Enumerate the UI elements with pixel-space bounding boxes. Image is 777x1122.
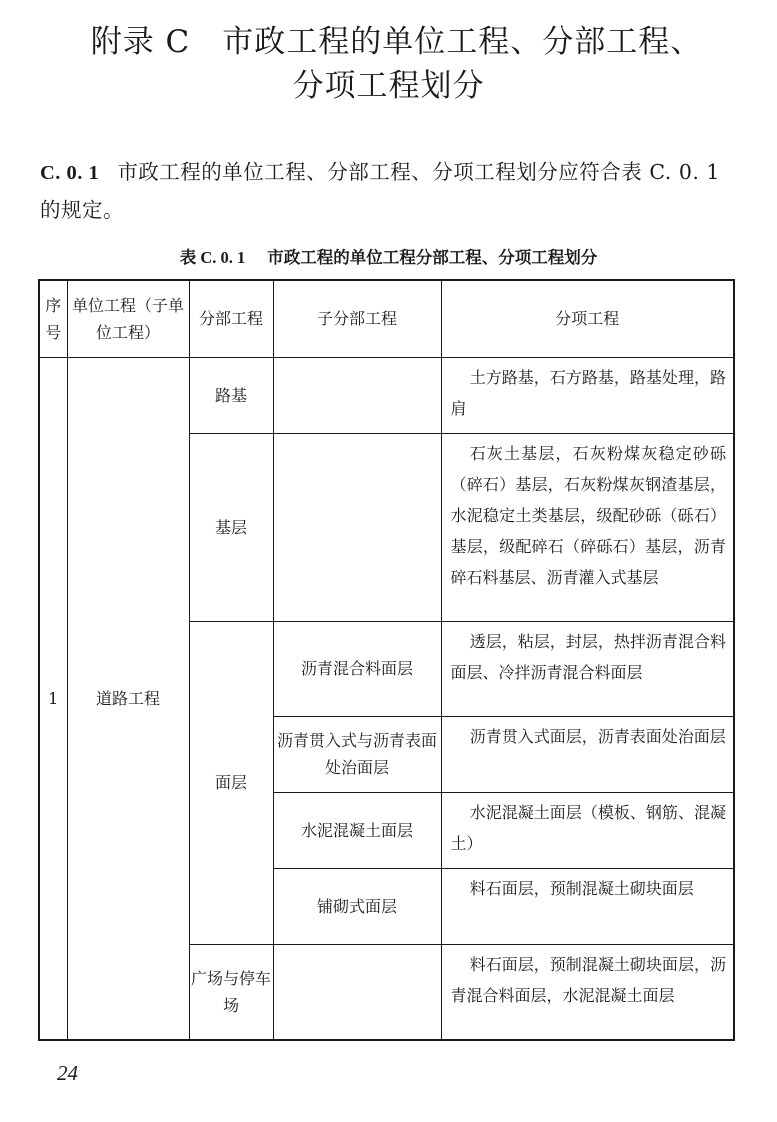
clause-paragraph [40,154,740,229]
table-caption [0,244,777,268]
header-seq: 序号 [39,280,67,357]
division-cell: 面层 [189,621,273,944]
items-cell: 料石面层，预制混凝土砌块面层，沥青混合料面层，水泥混凝土面层 [441,944,734,1040]
division-cell: 广场与停车场 [189,944,273,1040]
header-unit-project: 单位工程（子单位工程） [67,280,189,357]
subdivision-cell [273,944,441,1040]
division-table [38,279,735,1041]
items-cell: 水泥混凝土面层（模板、钢筋、混凝土） [441,792,734,868]
items-cell: 石灰土基层，石灰粉煤灰稳定砂砾（碎石）基层，石灰粉煤灰钢渣基层，水泥稳定土类基层，级配砂砾（砾石）基层，级配碎石（碎砾石）基层，沥青碎石料基层、沥青灌入式基层 [441,433,734,621]
table-caption-title: 市政工程的单位工程分部工程、分项工程划分 [267,248,598,267]
header-items: 分项工程 [441,280,734,357]
unit-project-cell: 道路工程 [67,357,189,1040]
table-row [39,357,734,433]
seq-cell: 1 [39,357,67,1040]
subdivision-cell: 铺砌式面层 [273,868,441,944]
clause-number: C. 0. 1 [40,162,100,184]
division-cell: 路基 [189,357,273,433]
subdivision-cell [273,433,441,621]
items-cell: 透层，粘层，封层，热拌沥青混合料面层、冷拌沥青混合料面层 [441,621,734,716]
subdivision-cell: 沥青混合料面层 [273,621,441,716]
clause-text: 市政工程的单位工程、分部工程、分项工程划分应符合表 C. 0. 1 的规定。 [40,160,720,222]
table-caption-number: 表 C. 0. 1 [179,248,246,267]
appendix-title-line2: 分项工程划分 [292,68,485,104]
subdivision-cell: 水泥混凝土面层 [273,792,441,868]
items-cell: 料石面层，预制混凝土砌块面层 [441,868,734,944]
items-cell: 沥青贯入式面层，沥青表面处治面层 [441,716,734,792]
header-division: 分部工程 [189,280,273,357]
header-subdivision: 子分部工程 [273,280,441,357]
subdivision-cell: 沥青贯入式与沥青表面处治面层 [273,716,441,792]
page-number: 24 [57,1061,78,1085]
table-header-row [39,280,734,357]
appendix-title-line1: 附录 C 市政工程的单位工程、分部工程、 [90,24,703,60]
subdivision-cell [273,357,441,433]
items-cell: 土方路基，石方路基，路基处理，路肩 [441,357,734,433]
division-cell: 基层 [189,433,273,621]
